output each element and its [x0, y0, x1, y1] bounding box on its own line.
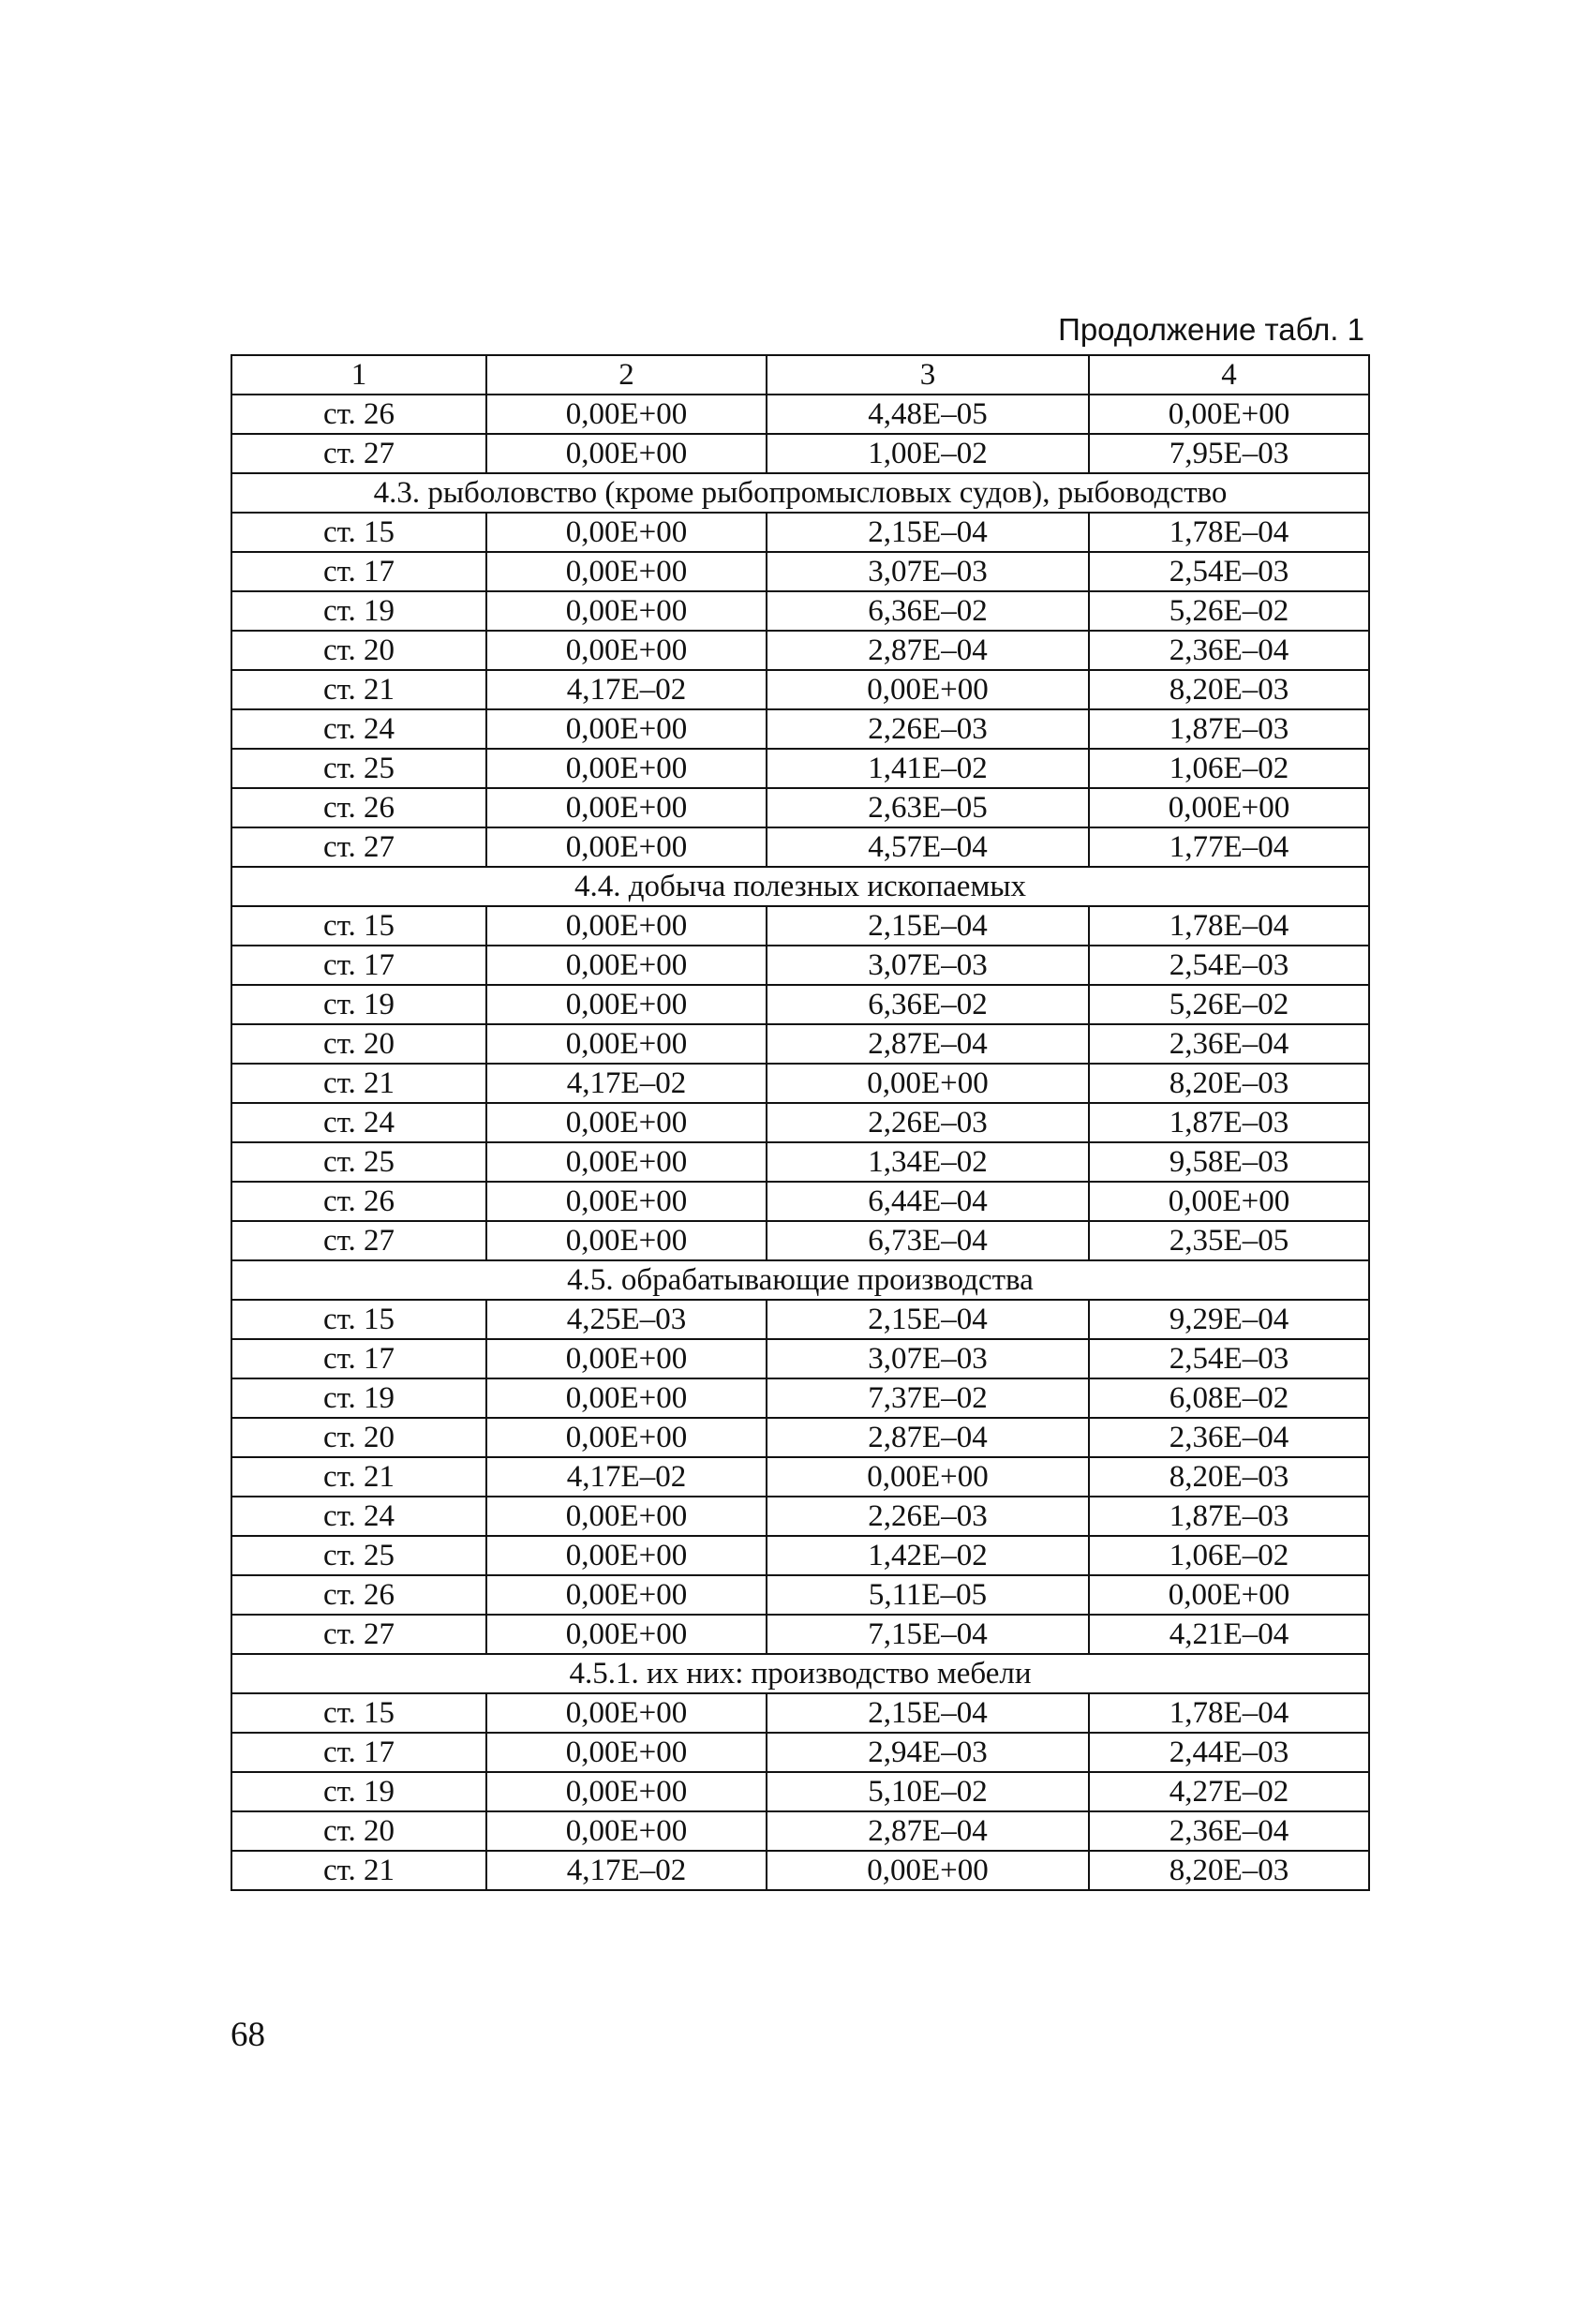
- table-cell: 4,17E–02: [486, 1851, 767, 1890]
- table-cell: 1,78E–04: [1089, 513, 1369, 552]
- table-cell: 4,17E–02: [486, 1064, 767, 1103]
- table-cell: 4,21E–04: [1089, 1615, 1369, 1654]
- table-cell: ст. 25: [231, 749, 486, 788]
- table-cell: 0,00E+00: [486, 434, 767, 473]
- table-cell: 8,20E–03: [1089, 670, 1369, 709]
- table-cell: 3,07E–03: [767, 552, 1089, 591]
- table-cell: 0,00E+00: [486, 395, 767, 434]
- table-cell: ст. 19: [231, 985, 486, 1024]
- table-cell: 1,41E–02: [767, 749, 1089, 788]
- table-cell: 6,36E–02: [767, 591, 1089, 631]
- column-header: 1: [231, 355, 486, 395]
- table-cell: 2,26E–03: [767, 1497, 1089, 1536]
- table-cell: 3,07E–03: [767, 946, 1089, 985]
- table-cell: 8,20E–03: [1089, 1851, 1369, 1890]
- table-cell: 0,00E+00: [486, 1772, 767, 1811]
- table-cell: ст. 27: [231, 1615, 486, 1654]
- table-cell: ст. 20: [231, 1418, 486, 1457]
- table-cell: ст. 21: [231, 670, 486, 709]
- table-cell: 0,00E+00: [1089, 788, 1369, 827]
- table-row: [231, 985, 1369, 1024]
- table-cell: 1,78E–04: [1089, 1693, 1369, 1733]
- table-row: [231, 1182, 1369, 1221]
- column-header: 3: [767, 355, 1089, 395]
- table-cell: ст. 26: [231, 1182, 486, 1221]
- table-row: [231, 1733, 1369, 1772]
- table-cell: 5,11E–05: [767, 1575, 1089, 1615]
- table-cell: 0,00E+00: [767, 670, 1089, 709]
- table-row: [231, 631, 1369, 670]
- section-title: 4.4. добыча полезных ископаемых: [231, 867, 1369, 906]
- table-cell: 0,00E+00: [486, 1615, 767, 1654]
- table-cell: 0,00E+00: [486, 513, 767, 552]
- table-cell: ст. 15: [231, 1693, 486, 1733]
- table-cell: 1,77E–04: [1089, 827, 1369, 867]
- table-cell: 0,00E+00: [486, 985, 767, 1024]
- data-table: [231, 354, 1370, 1891]
- table-cell: 0,00E+00: [767, 1064, 1089, 1103]
- table-cell: ст. 24: [231, 709, 486, 749]
- table-cell: 2,26E–03: [767, 709, 1089, 749]
- table-cell: 2,36E–04: [1089, 631, 1369, 670]
- table-cell: 2,94E–03: [767, 1733, 1089, 1772]
- table-row: [231, 1378, 1369, 1418]
- table-row: [231, 1103, 1369, 1142]
- table-cell: 0,00E+00: [486, 1418, 767, 1457]
- table-cell: 2,15E–04: [767, 513, 1089, 552]
- section-row: [231, 867, 1369, 906]
- section-row: [231, 1654, 1369, 1693]
- table-row: [231, 1024, 1369, 1064]
- table-row: [231, 1418, 1369, 1457]
- table-cell: 0,00E+00: [486, 1693, 767, 1733]
- table-row: [231, 1064, 1369, 1103]
- table-cell: 0,00E+00: [486, 1536, 767, 1575]
- table-cell: 0,00E+00: [486, 552, 767, 591]
- table-cell: 0,00E+00: [486, 906, 767, 946]
- table-cell: ст. 17: [231, 1339, 486, 1378]
- table-cell: 0,00E+00: [486, 1142, 767, 1182]
- table-row: [231, 434, 1369, 473]
- table-row: [231, 906, 1369, 946]
- table-row: [231, 827, 1369, 867]
- table-row: [231, 1221, 1369, 1260]
- table-cell: 1,42E–02: [767, 1536, 1089, 1575]
- table-cell: 2,54E–03: [1089, 946, 1369, 985]
- table-cell: 0,00E+00: [486, 1575, 767, 1615]
- table-cell: ст. 24: [231, 1103, 486, 1142]
- table-cell: 1,87E–03: [1089, 1497, 1369, 1536]
- table-cell: 0,00E+00: [486, 1733, 767, 1772]
- table-cell: 0,00E+00: [486, 709, 767, 749]
- table-cell: ст. 27: [231, 827, 486, 867]
- table-cell: ст. 15: [231, 1300, 486, 1339]
- header-row: [231, 355, 1369, 395]
- table-cell: 6,08E–02: [1089, 1378, 1369, 1418]
- table-cell: ст. 27: [231, 434, 486, 473]
- table-cell: 0,00E+00: [486, 827, 767, 867]
- table-cell: 0,00E+00: [486, 1103, 767, 1142]
- table-row: [231, 1339, 1369, 1378]
- table-cell: 2,35E–05: [1089, 1221, 1369, 1260]
- table-cell: ст. 19: [231, 1378, 486, 1418]
- column-header: 2: [486, 355, 767, 395]
- table-row: [231, 1693, 1369, 1733]
- section-row: [231, 1260, 1369, 1300]
- table-cell: ст. 25: [231, 1536, 486, 1575]
- table-cell: 7,95E–03: [1089, 434, 1369, 473]
- table-cell: 4,25E–03: [486, 1300, 767, 1339]
- table-cell: 2,15E–04: [767, 1693, 1089, 1733]
- table-cell: 1,34E–02: [767, 1142, 1089, 1182]
- table-row: [231, 1772, 1369, 1811]
- table-caption: Продолжение табл. 1: [1058, 312, 1364, 347]
- table-cell: 1,87E–03: [1089, 1103, 1369, 1142]
- table-cell: ст. 17: [231, 946, 486, 985]
- table-cell: 2,63E–05: [767, 788, 1089, 827]
- table-cell: 2,87E–04: [767, 631, 1089, 670]
- table-cell: 4,17E–02: [486, 1457, 767, 1497]
- table-cell: ст. 21: [231, 1064, 486, 1103]
- table-row: [231, 1142, 1369, 1182]
- table-cell: 2,36E–04: [1089, 1024, 1369, 1064]
- table-cell: 1,06E–02: [1089, 1536, 1369, 1575]
- table-row: [231, 1575, 1369, 1615]
- table-cell: 5,26E–02: [1089, 985, 1369, 1024]
- table-cell: ст. 17: [231, 1733, 486, 1772]
- table-cell: 5,10E–02: [767, 1772, 1089, 1811]
- table-row: [231, 1300, 1369, 1339]
- table-cell: ст. 15: [231, 906, 486, 946]
- table-cell: 9,58E–03: [1089, 1142, 1369, 1182]
- table-cell: 1,78E–04: [1089, 906, 1369, 946]
- table-cell: 4,57E–04: [767, 827, 1089, 867]
- table-row: [231, 670, 1369, 709]
- table-cell: ст. 26: [231, 395, 486, 434]
- column-header: 4: [1089, 355, 1369, 395]
- section-title: 4.5. обрабатывающие производства: [231, 1260, 1369, 1300]
- table-cell: 0,00E+00: [486, 591, 767, 631]
- table-cell: 0,00E+00: [486, 1024, 767, 1064]
- table-cell: ст. 27: [231, 1221, 486, 1260]
- table-row: [231, 1851, 1369, 1890]
- table-cell: 7,37E–02: [767, 1378, 1089, 1418]
- table-cell: 1,00E–02: [767, 434, 1089, 473]
- table-cell: ст. 25: [231, 1142, 486, 1182]
- table-cell: 0,00E+00: [486, 1378, 767, 1418]
- table-cell: 4,17E–02: [486, 670, 767, 709]
- table-row: [231, 946, 1369, 985]
- table-row: [231, 552, 1369, 591]
- table-cell: 2,87E–04: [767, 1811, 1089, 1851]
- table-cell: 6,44E–04: [767, 1182, 1089, 1221]
- table-cell: 8,20E–03: [1089, 1457, 1369, 1497]
- table-row: [231, 591, 1369, 631]
- table-cell: 0,00E+00: [486, 1339, 767, 1378]
- table-cell: ст. 15: [231, 513, 486, 552]
- table-cell: 2,15E–04: [767, 906, 1089, 946]
- table-cell: 2,54E–03: [1089, 552, 1369, 591]
- table-cell: 2,87E–04: [767, 1418, 1089, 1457]
- section-row: [231, 473, 1369, 513]
- table-cell: 0,00E+00: [486, 946, 767, 985]
- table-cell: 9,29E–04: [1089, 1300, 1369, 1339]
- table-cell: 2,15E–04: [767, 1300, 1089, 1339]
- table-cell: ст. 26: [231, 1575, 486, 1615]
- table-cell: 4,27E–02: [1089, 1772, 1369, 1811]
- table-cell: 0,00E+00: [486, 1182, 767, 1221]
- table-cell: 0,00E+00: [767, 1851, 1089, 1890]
- page-number: 68: [231, 2016, 265, 2054]
- table-cell: ст. 20: [231, 631, 486, 670]
- table-row: [231, 1536, 1369, 1575]
- table-cell: ст. 20: [231, 1811, 486, 1851]
- table-row: [231, 1457, 1369, 1497]
- table-cell: ст. 19: [231, 591, 486, 631]
- table-cell: ст. 17: [231, 552, 486, 591]
- table-cell: 5,26E–02: [1089, 591, 1369, 631]
- table-cell: 6,73E–04: [767, 1221, 1089, 1260]
- table-cell: 0,00E+00: [486, 1221, 767, 1260]
- table-row: [231, 788, 1369, 827]
- table-cell: 0,00E+00: [1089, 395, 1369, 434]
- table-cell: ст. 21: [231, 1851, 486, 1890]
- table-cell: 2,36E–04: [1089, 1811, 1369, 1851]
- table-cell: ст. 19: [231, 1772, 486, 1811]
- table-cell: ст. 20: [231, 1024, 486, 1064]
- section-title: 4.3. рыболовство (кроме рыбопромысловых судов), рыбоводство: [231, 473, 1369, 513]
- table-cell: 8,20E–03: [1089, 1064, 1369, 1103]
- table-cell: 6,36E–02: [767, 985, 1089, 1024]
- section-title: 4.5.1. их них: производство мебели: [231, 1654, 1369, 1693]
- table-row: [231, 709, 1369, 749]
- table-cell: 1,87E–03: [1089, 709, 1369, 749]
- table-cell: 2,36E–04: [1089, 1418, 1369, 1457]
- table-cell: 2,26E–03: [767, 1103, 1089, 1142]
- table-cell: 0,00E+00: [486, 749, 767, 788]
- table-cell: 2,44E–03: [1089, 1733, 1369, 1772]
- table-row: [231, 395, 1369, 434]
- table-cell: 0,00E+00: [1089, 1575, 1369, 1615]
- table-body: [231, 355, 1369, 1890]
- table-cell: 7,15E–04: [767, 1615, 1089, 1654]
- table-cell: 0,00E+00: [486, 1497, 767, 1536]
- table-cell: 0,00E+00: [767, 1457, 1089, 1497]
- table-cell: 1,06E–02: [1089, 749, 1369, 788]
- table-cell: 0,00E+00: [486, 1811, 767, 1851]
- table-cell: 2,87E–04: [767, 1024, 1089, 1064]
- table-cell: 3,07E–03: [767, 1339, 1089, 1378]
- table-cell: ст. 21: [231, 1457, 486, 1497]
- table-cell: 0,00E+00: [486, 631, 767, 670]
- table-cell: 0,00E+00: [486, 788, 767, 827]
- table-row: [231, 1497, 1369, 1536]
- table-row: [231, 749, 1369, 788]
- table-row: [231, 1811, 1369, 1851]
- table-cell: 2,54E–03: [1089, 1339, 1369, 1378]
- table-row: [231, 513, 1369, 552]
- table-cell: ст. 26: [231, 788, 486, 827]
- table-row: [231, 1615, 1369, 1654]
- table-cell: ст. 24: [231, 1497, 486, 1536]
- table-cell: 0,00E+00: [1089, 1182, 1369, 1221]
- table-cell: 4,48E–05: [767, 395, 1089, 434]
